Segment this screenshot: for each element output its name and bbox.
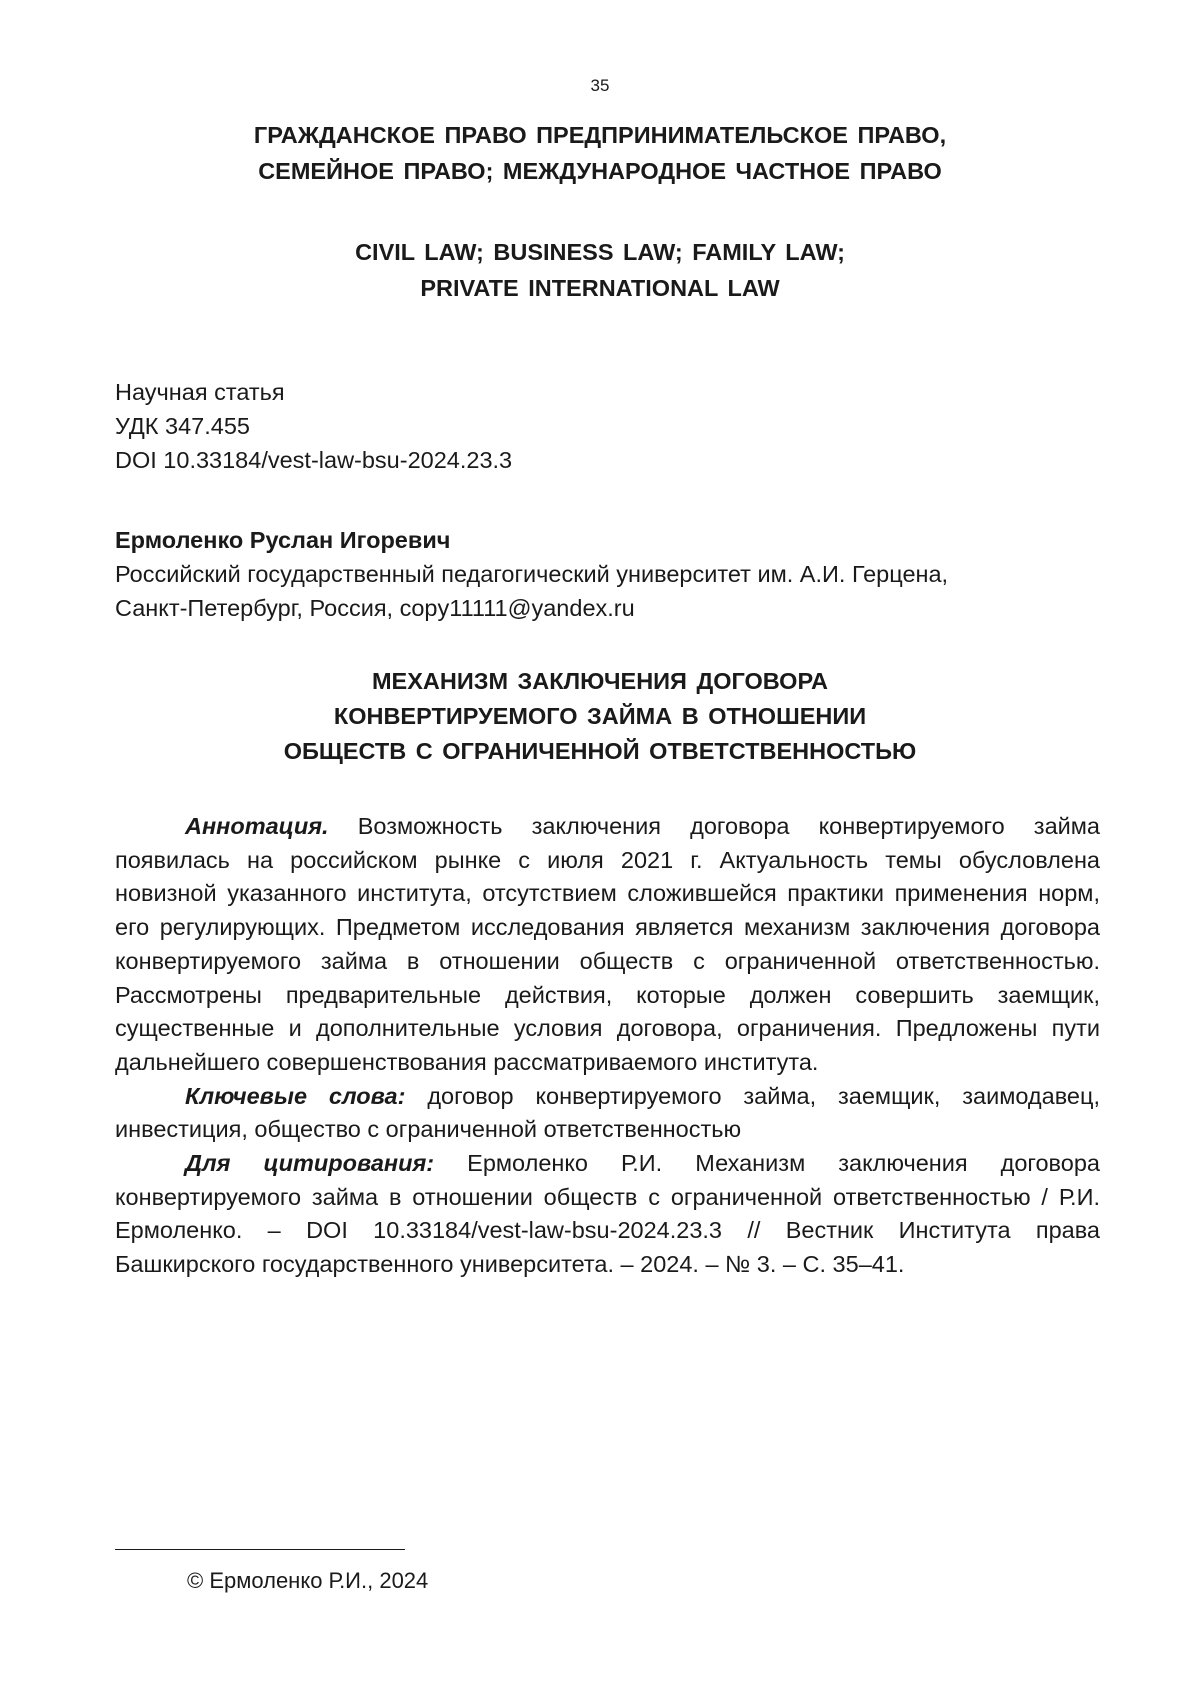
author-location-email: Санкт-Петербург, Россия, copy11111@yandex.ru <box>115 595 635 621</box>
abstract-section <box>115 810 1100 1282</box>
section-heading-ru-line: СЕМЕЙНОЕ ПРАВО; МЕЖДУНАРОДНОЕ ЧАСТНОЕ ПРАВО <box>258 158 942 184</box>
author-name: Ермоленко Руслан Игоревич <box>115 527 451 553</box>
citation-label: Для цитирования: <box>185 1150 435 1177</box>
article-type: Научная статья <box>115 379 285 405</box>
keywords-label: Ключевые слова: <box>185 1082 406 1109</box>
author-block <box>115 523 1100 625</box>
citation-text: Ермоленко Р.И. Механизм заключения договора конвертируемого займа в отношении обществ с ограниченной ответственностью / Р.И. Ермоленко. – DOI 10.33184/vest-law-bsu-2024.23.3 // Вестник Института права Башкирского государственного университета. – 2024. – № 3. – С. 35–41. <box>115 1150 1100 1278</box>
section-heading-ru <box>0 117 1200 189</box>
section-heading-en <box>0 234 1200 306</box>
page-number: 35 <box>590 76 610 95</box>
keywords-text: договор конвертируемого займа, заемщик, заимодавец, инвестиция, общество с ограниченной ответственностью <box>115 1082 1100 1143</box>
abstract-text: Возможность заключения договора конвертируемого займа появилась на российском рынке с июля 2021 г. Актуальность темы обусловлена новизной указанного института, отсутствием сложившейся практики применения норм, его регулирующих. Предметом исследования является механизм заключения договора конвертируемого займа в отношении обществ с ограниченной ответственностью. Рассмотрены предварительные действия, которые должен совершить заемщик, существенные и дополнительные условия договора, ограничения. Предложены пути дальнейшего совершенствования рассматриваемого института. <box>115 813 1100 1075</box>
article-title-line: МЕХАНИЗМ ЗАКЛЮЧЕНИЯ ДОГОВОРА <box>371 668 829 694</box>
article-title <box>0 664 1200 769</box>
doi: DOI 10.33184/vest-law-bsu-2024.23.3 <box>115 447 513 473</box>
abstract-paragraph <box>115 810 1100 1080</box>
article-title-line: ОБЩЕСТВ С ОГРАНИЧЕННОЙ ОТВЕТСТВЕННОСТЬЮ <box>283 738 917 764</box>
section-heading-en-line: PRIVATE INTERNATIONAL LAW <box>420 275 780 301</box>
keywords-paragraph <box>115 1080 1100 1147</box>
citation-paragraph <box>115 1147 1100 1282</box>
copyright-footnote: © Ермоленко Р.И., 2024 <box>187 1568 429 1593</box>
footnote-divider <box>115 1549 405 1550</box>
article-title-line: КОНВЕРТИРУЕМОГО ЗАЙМА В ОТНОШЕНИИ <box>333 703 867 729</box>
section-heading-ru-line: ГРАЖДАНСКОЕ ПРАВО ПРЕДПРИНИМАТЕЛЬСКОЕ ПРАВО, <box>253 122 947 148</box>
udc-code: УДК 347.455 <box>115 413 250 439</box>
abstract-label: Аннотация. <box>185 813 329 839</box>
article-meta <box>115 375 1100 477</box>
section-heading-en-line: CIVIL LAW; BUSINESS LAW; FAMILY LAW; <box>355 239 845 265</box>
author-affiliation: Российский государственный педагогический университет им. А.И. Герцена, <box>115 561 949 587</box>
